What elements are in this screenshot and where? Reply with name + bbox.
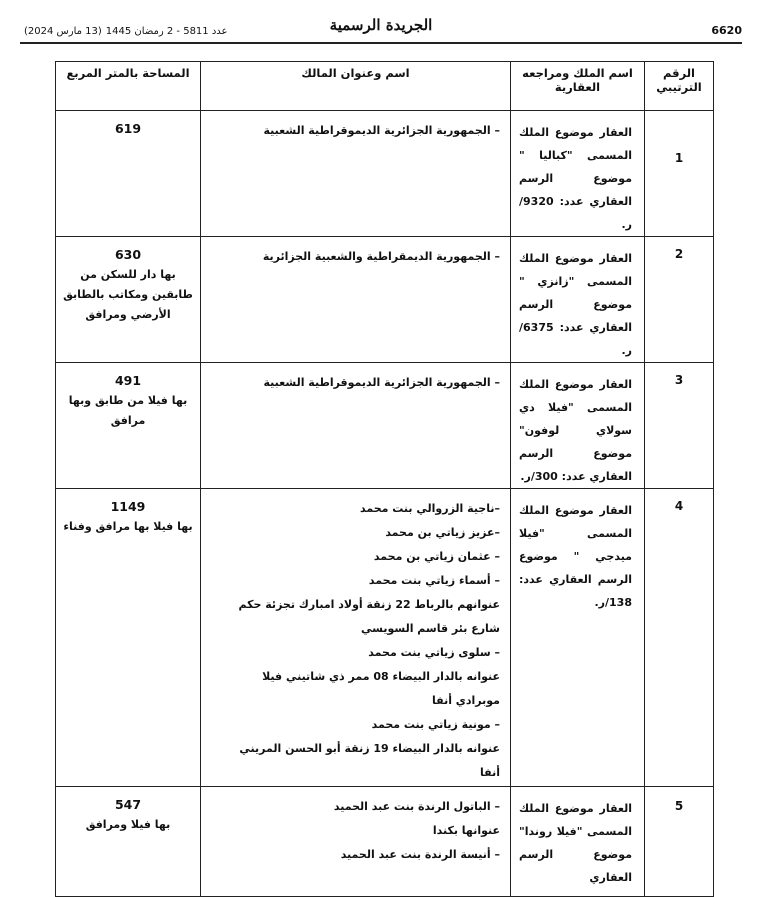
area-value: 1149 <box>110 499 146 514</box>
owner-line: – الجمهورية الجزائرية الديموقراطية الشعبية <box>263 124 500 137</box>
owner-line: أنفا <box>480 766 500 779</box>
table-header-row <box>56 62 714 111</box>
table-row <box>56 363 714 489</box>
area-description: بها دار للسكن من طابقين ومكاتب بالطابق الأرضي ومرافق <box>63 268 193 321</box>
page-header <box>20 8 742 44</box>
serial-cell <box>645 787 714 897</box>
serial-cell <box>645 111 714 237</box>
issue-date: (13 مارس 2024) <box>24 26 102 37</box>
serial-number: 2 <box>674 247 684 261</box>
header-property: اسم الملك ومراجعه العقارية <box>511 62 645 111</box>
area-cell <box>56 489 201 787</box>
issue-info <box>20 26 228 37</box>
serial-number: 5 <box>674 799 684 813</box>
owner-line: – سلوى زياتي بنت محمد <box>368 646 500 659</box>
owner-line: – الجمهورية الجزائرية الديموقراطية الشعبية <box>263 376 500 389</box>
owner-line: – أنيسة الرندة بنت عبد الحميد <box>340 848 500 861</box>
table-row <box>56 237 714 363</box>
owner-line: –عزيز زياتي بن محمد <box>385 526 500 539</box>
table-row <box>56 787 714 897</box>
area-value: 547 <box>114 797 142 812</box>
owner-line: عنوانه بالدار البيضاء 08 ممر ذي شاتيني فيلا <box>262 670 500 683</box>
serial-cell <box>645 363 714 489</box>
property-cell: العقار موضوع الملك المسمى "فيلا روندا" موضوع الرسم العقاري <box>511 787 645 897</box>
table-row <box>56 111 714 237</box>
owner-line: شارع بئر قاسم السويسي <box>361 622 500 635</box>
issue-number: عدد 5811 - 2 رمضان 1445 <box>105 26 228 37</box>
property-register-table <box>55 61 714 897</box>
area-cell <box>56 363 201 489</box>
owner-cell <box>201 363 511 489</box>
area-description: بها فيلا بها مرافق وفناء <box>63 520 193 533</box>
area-cell <box>56 787 201 897</box>
owner-line: عنوانها بكندا <box>432 824 500 837</box>
owner-cell <box>201 237 511 363</box>
gazette-title: الجريدة الرسمية <box>329 16 433 34</box>
area-value: 619 <box>114 121 142 136</box>
owner-cell <box>201 489 511 787</box>
serial-cell <box>645 489 714 787</box>
area-cell <box>56 237 201 363</box>
owner-line: عنوانه بالدار البيضاء 19 زنقة أبو الحسن المريني <box>239 742 500 755</box>
owner-line: – عثمان زياتي بن محمد <box>373 550 500 563</box>
area-description: بها فيلا ومرافق <box>85 818 171 831</box>
area-cell <box>56 111 201 237</box>
page-number: 6620 <box>711 24 742 37</box>
owner-line: – مونية زياتي بنت محمد <box>371 718 500 731</box>
area-description: بها فيلا من طابق وبها مرافق <box>68 394 188 427</box>
serial-cell <box>645 237 714 363</box>
owner-cell <box>201 111 511 237</box>
owner-line: – الباتول الرندة بنت عبد الحميد <box>333 800 500 813</box>
owner-line: موبرادي أنفا <box>432 694 500 707</box>
owner-line: –ناجية الزروالي بنت محمد <box>359 502 500 515</box>
table-row <box>56 489 714 787</box>
serial-number: 1 <box>674 151 684 165</box>
property-cell: العقار موضوع الملك المسمى "فيلا ميدجي " موضوع الرسم العقاري عدد: 138/ر. <box>511 489 645 787</box>
property-cell: العقار موضوع الملك المسمى "زانزي " موضوع الرسم العقاري عدد: 6375/ر. <box>511 237 645 363</box>
header-owner: اسم وعنوان المالك <box>201 62 511 111</box>
owner-line: – الجمهورية الديمقراطية والشعبية الجزائرية <box>262 250 500 263</box>
property-cell: العقار موضوع الملك المسمى "كباليا " موضوع الرسم العقاري عدد: 9320/ر. <box>511 111 645 237</box>
owner-line: عنوانهم بالرباط 22 زنقة أولاد امبارك تجزئة حكم <box>238 598 500 611</box>
property-cell: العقار موضوع الملك المسمى "فيلا دي سولاي لوفون" موضوع الرسم العقاري عدد: 300/ر. <box>511 363 645 489</box>
serial-number: 3 <box>674 373 684 387</box>
serial-number: 4 <box>674 499 684 513</box>
area-value: 630 <box>114 247 142 262</box>
header-serial: الرقم الترتيبي <box>645 62 714 111</box>
area-value: 491 <box>114 373 142 388</box>
owner-line: – أسماء زياتي بنت محمد <box>368 574 500 587</box>
owner-cell <box>201 787 511 897</box>
header-area: المساحة بالمتر المربع <box>56 62 201 111</box>
